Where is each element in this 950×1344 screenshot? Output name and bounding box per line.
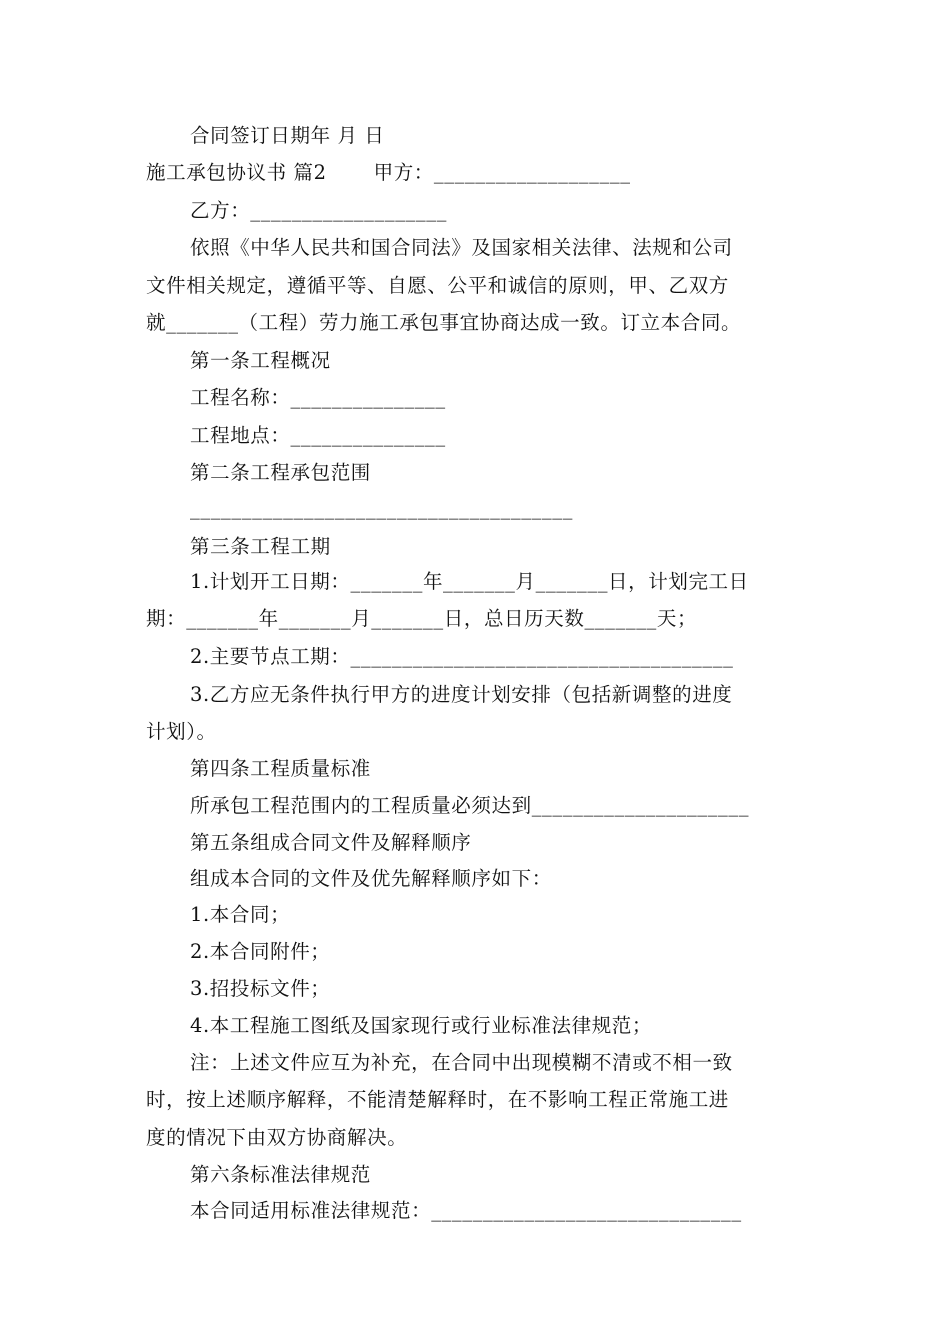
note-line-1: 注：上述文件应互为补充，在合同中出现模糊不清或不相一致 (190, 1051, 733, 1074)
article-3-heading: 第三条工程工期 (190, 535, 331, 558)
preamble-line-2: 文件相关规定，遵循平等、自愿、公平和诚信的原则，甲、乙双方 (146, 274, 729, 297)
milestone-line: 2.主要节点工期：_____________________________________ (190, 645, 734, 668)
schedule-line-2: 期：_______年_______月_______日，总日历天数_______天； (146, 607, 698, 630)
applicable-standards-line: 本合同适用标准法律规范：______________________________ (190, 1199, 742, 1222)
document-item-2: 2.本合同附件； (190, 940, 331, 963)
article-2-heading: 第二条工程承包范围 (190, 461, 371, 484)
preamble-line-3: 就_______（工程）劳力施工承包事宜协商达成一致。订立本合同。 (146, 311, 742, 334)
article-5-heading: 第五条组成合同文件及解释顺序 (190, 831, 472, 854)
progress-plan-line-1: 3.乙方应无条件执行甲方的进度计划安排（包括新调整的进度 (190, 683, 733, 706)
article-4-heading: 第四条工程质量标准 (190, 757, 371, 780)
note-line-3: 度的情况下由双方协商解决。 (146, 1126, 408, 1149)
agreement-title-party-a: 施工承包协议书 篇2 甲方：___________________ (146, 161, 631, 184)
preamble-line-1: 依照《中华人民共和国合同法》及国家相关法律、法规和公司 (190, 236, 733, 259)
document-item-4: 4.本工程施工图纸及国家现行或行业标准法律规范； (190, 1014, 653, 1037)
scope-blank-line: _____________________________________ (190, 497, 573, 520)
note-line-2: 时，按上述顺序解释，不能清楚解释时，在不影响工程正常施工进 (146, 1088, 729, 1111)
project-location-line: 工程地点：_______________ (190, 424, 446, 447)
project-name-line: 工程名称：_______________ (190, 386, 446, 409)
article-1-heading: 第一条工程概况 (190, 349, 331, 372)
signing-date-line: 合同签订日期年 月 日 (190, 124, 385, 147)
document-item-3: 3.招投标文件； (190, 977, 331, 1000)
article-6-heading: 第六条标准法律规范 (190, 1163, 371, 1186)
documents-order-intro: 组成本合同的文件及优先解释顺序如下： (190, 867, 552, 890)
quality-standard-line: 所承包工程范围内的工程质量必须达到_____________________ (190, 794, 750, 817)
party-b-line: 乙方：___________________ (190, 199, 447, 222)
schedule-line-1: 1.计划开工日期：_______年_______月_______日，计划完工日 (190, 570, 749, 593)
document-item-1: 1.本合同； (190, 903, 291, 926)
progress-plan-line-2: 计划）。 (146, 720, 217, 743)
